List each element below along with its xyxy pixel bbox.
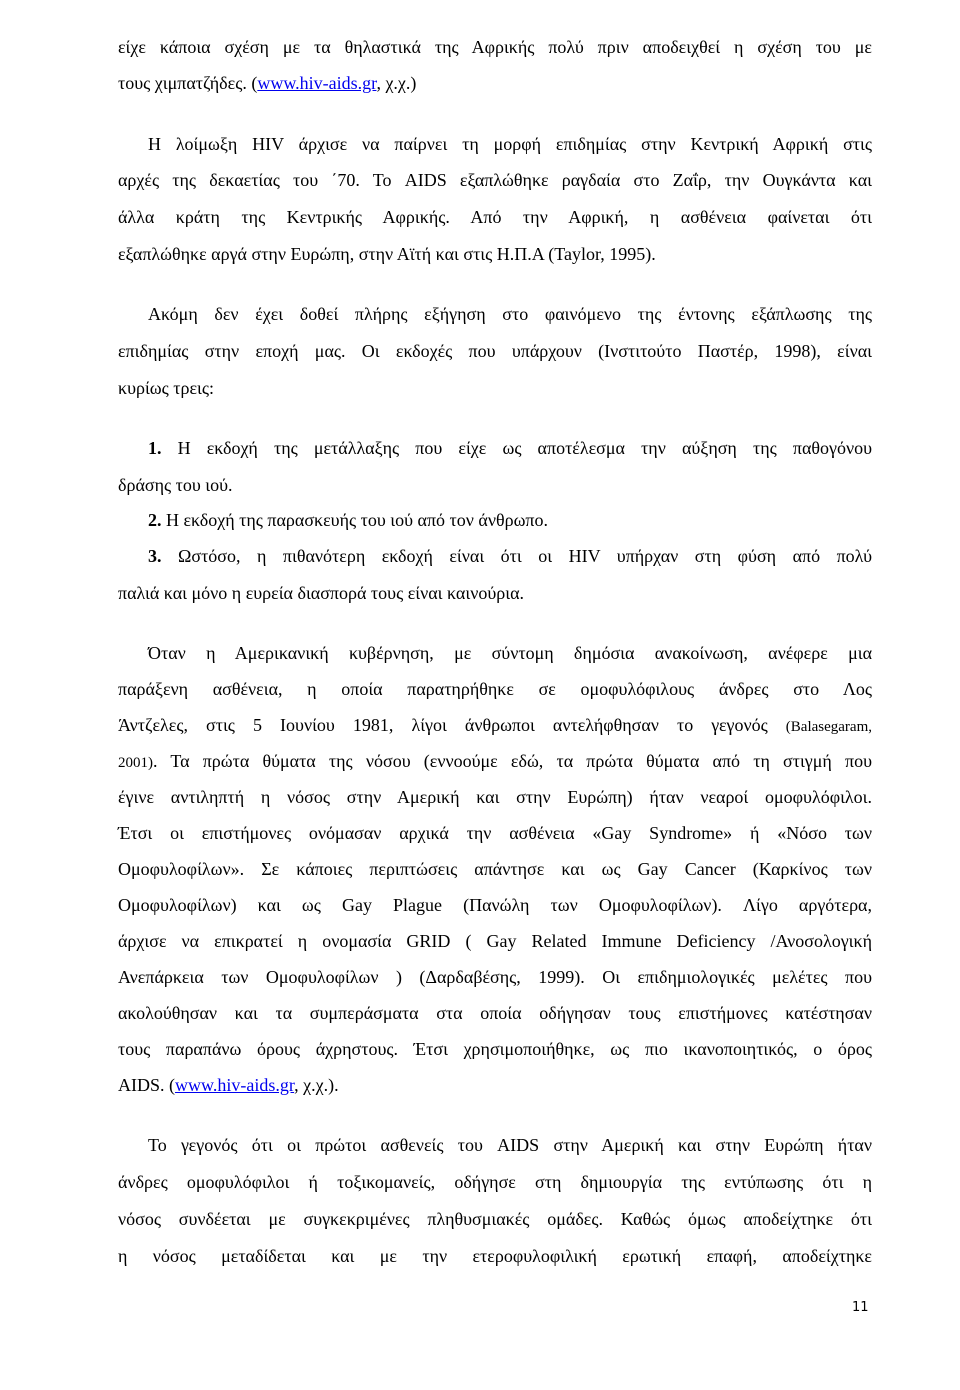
text-line: ακολούθησαν και τα συμπεράσματα στα οποία οδήγησαν τους επιστήμονες κατέστησαν <box>118 1003 872 1023</box>
text-line <box>118 1074 339 1096</box>
text-line: αρχές της δεκαετίας του ΄70. Το AIDS εξαπλώθηκε ραγδαία στο Ζαΐρ, την Ουγκάντα και <box>118 170 872 190</box>
text-span: . Τα πρώτα θύματα της νόσου (εννοούμε εδώ, τα πρώτα θύματα από τη στιγμή που <box>153 751 872 771</box>
text-line: Το γεγονός ότι οι πρώτοι ασθενείς του AIDS στην Αμερική και στην Ευρώπη ήταν <box>148 1135 872 1155</box>
citation: 2001) <box>118 755 153 771</box>
page-number: 11 <box>852 1300 869 1315</box>
text-line <box>118 750 872 774</box>
text-line <box>118 714 872 738</box>
text-line: παλιά και μόνο η ευρεία διασπορά τους είναι καινούρια. <box>118 583 525 603</box>
list-item <box>148 509 548 531</box>
text-span: Η εκδοχή της μετάλλαξης που είχε ως αποτέλεσμα την αύξηση της παθογόνου <box>161 438 872 458</box>
text-line: δράσης του ιού. <box>118 475 233 495</box>
text-line: νόσος συνδέεται με συγκεκριμένες πληθυσμιακές ομάδες. Καθώς όμως αποδείχτηκε ότι <box>118 1209 872 1229</box>
hiv-aids-link[interactable]: www.hiv-aids.gr <box>175 1075 295 1095</box>
text-line: εξαπλώθηκε αργά στην Ευρώπη, στην Αϊτή και στις Η.Π.Α (Taylor, 1995). <box>118 244 656 264</box>
text-line: παράξενη ασθένεια, η οποία παρατηρήθηκε σε ομοφυλόφιλους άνδρες στο Λος <box>118 679 872 699</box>
text-line: άλλα κράτη της Κεντρικής Αφρικής. Από την Αφρική, η ασθένεια φαίνεται ότι <box>118 207 872 227</box>
text-line: τους παραπάνω όρους άχρηστους. Έτσι χρησιμοποιήθηκε, ως πιο ικανοποιητικός, ο όρος <box>118 1039 872 1059</box>
text-line: Όταν η Αμερικανική κυβέρνηση, με σύντομη δημόσια ανακοίνωση, ανέφερε μια <box>148 643 872 663</box>
citation: (Balasegaram, <box>785 719 872 735</box>
text-span: Ωστόσο, η πιθανότερη εκδοχή είναι ότι οι HIV υπήρχαν στη φύση από πολύ <box>161 546 872 566</box>
text-line: επιδημίας στην εποχή μας. Οι εκδοχές που υπάρχουν (Ινστιτούτο Παστέρ, 1998), είναι <box>118 341 872 361</box>
text-span: , χ.χ.). <box>294 1075 339 1095</box>
text-span: AIDS. ( <box>118 1075 175 1095</box>
text-line: Η λοίμωξη HIV άρχισε να παίρνει τη μορφή επιδημίας στην Κεντρική Αφρική στις <box>148 134 872 154</box>
text-line: Ομοφυλοφίλων) και ως Gay Plague (Πανώλη των Ομοφυλοφίλων). Λίγο αργότερα, <box>118 895 872 915</box>
text-line: έγινε αντιληπτή η νόσος στην Αμερική και στην Ευρώπη) ήταν νεαροί ομοφυλόφιλοι. <box>118 787 872 807</box>
text-span: , χ.χ.) <box>376 73 417 93</box>
text-line: Ανεπάρκεια των Ομοφυλοφίλων ) (Δαρδαβέσης, 1999). Οι επιδημιολογικές μελέτες που <box>118 967 872 987</box>
text-line: άρχισε να επικρατεί η ονομασία GRID ( Gay Related Immune Deficiency /Ανοσολογική <box>118 931 872 951</box>
text-line: Ακόμη δεν έχει δοθεί πλήρης εξήγηση στο φαινόμενο της έντονης εξάπλωσης της <box>148 304 872 324</box>
text-line: Ομοφυλοφίλων». Σε κάποιες περιπτώσεις απάντησε και ως Gay Cancer (Καρκίνος των <box>118 859 872 879</box>
text-line: είχε κάποια σχέση με τα θηλαστικά της Αφρικής πολύ πριν αποδειχθεί η σχέση του με <box>118 37 872 57</box>
text-line: η νόσος μεταδίδεται και με την ετεροφυλοφιλική ερωτική επαφή, αποδείχτηκε <box>118 1246 872 1266</box>
text-span: Άντζελες, στις 5 Ιουνίου 1981, λίγοι άνθρωποι αντελήφθησαν το γεγονός <box>118 715 786 735</box>
text-line <box>118 72 416 94</box>
list-number: 3. <box>148 546 162 566</box>
list-item <box>148 437 872 459</box>
text-line: άνδρες ομοφυλόφιλοι ή τοξικομανείς, οδήγησε στη δημιουργία της εντύπωσης ότι η <box>118 1172 872 1192</box>
list-number: 2. <box>148 510 162 530</box>
list-item <box>148 545 872 567</box>
text-span: Η εκδοχή της παρασκευής του ιού από τον άνθρωπο. <box>161 510 549 530</box>
hiv-aids-link[interactable]: www.hiv-aids.gr <box>257 73 377 93</box>
text-line: Έτσι οι επιστήμονες ονόμασαν αρχικά την ασθένεια «Gay Syndrome» ή «Νόσο των <box>118 823 872 843</box>
text-line: κυρίως τρεις: <box>118 378 215 398</box>
text-span: τους χιμπατζήδες. ( <box>118 73 258 93</box>
list-number: 1. <box>148 438 162 458</box>
